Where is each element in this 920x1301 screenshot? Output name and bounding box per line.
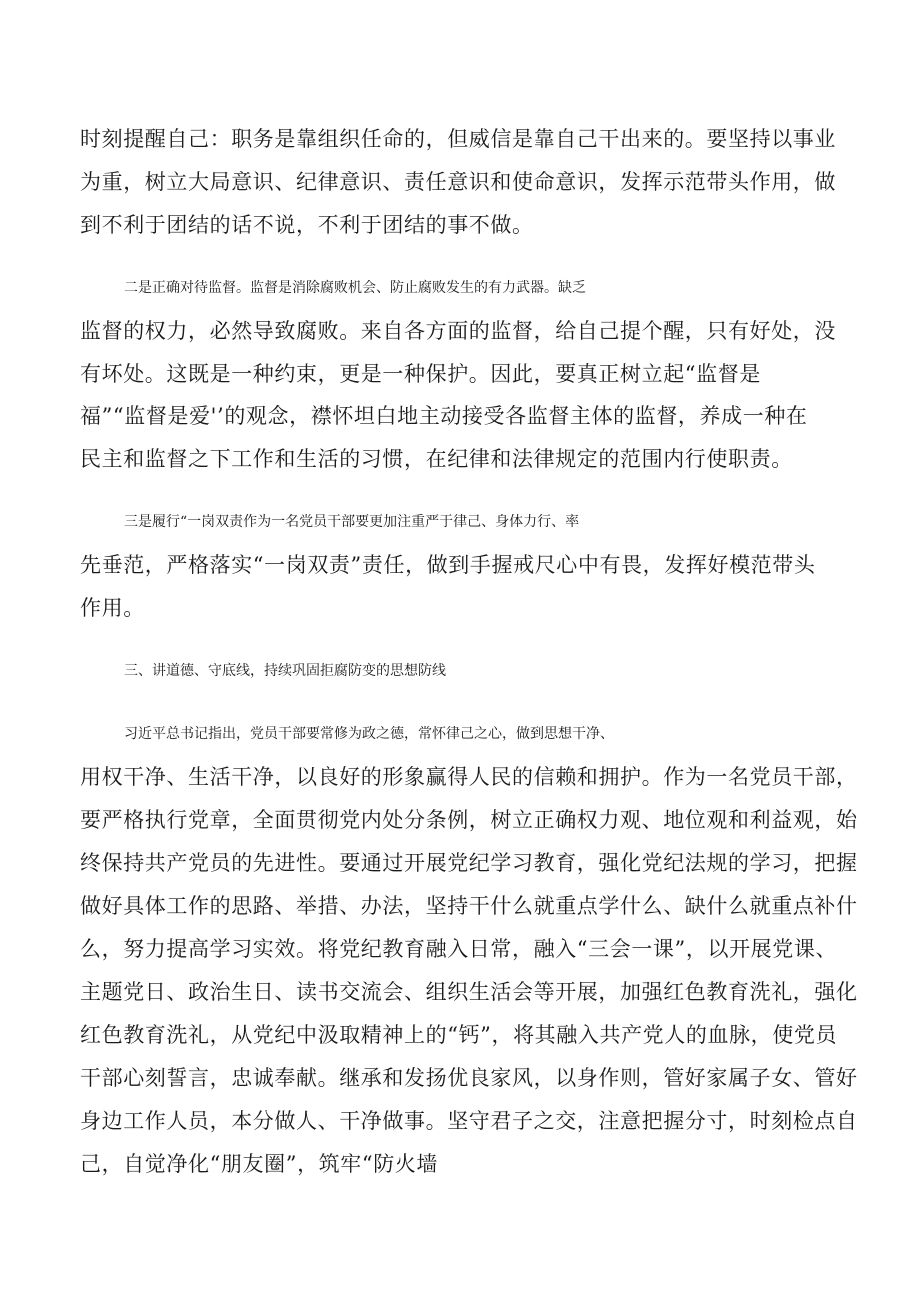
paragraph-1-line-2: 为重，树立大局意识、纪律意识、责任意识和使命意识，发挥示范带头作用，做 (80, 170, 836, 194)
section-heading: 三、讲道德、守底线，持续巩固拒腐防变的思想防线 (124, 663, 446, 679)
paragraph-1-line-1: 时刻提醒自己：职务是靠组织任命的，但威信是靠自己干出来的。要坚持以事业 (80, 127, 836, 151)
paragraph-4-line-8: 红色教育洗礼，从党纪中汲取精神上的“钙”，将其融入共产党人的血脉，使党员 (80, 1023, 838, 1047)
paragraph-4-line-2: 用权干净、生活干净，以良好的形象赢得人民的信赖和拥护。作为一名党员干部， (80, 765, 858, 789)
paragraph-4-line-11: 己，自觉净化“朋友圈”，筑牢“防火墙 (80, 1152, 439, 1176)
paragraph-2-line-5: 民主和监督之下工作和生活的习惯，在纪律和法律规定的范围内行使职责。 (80, 447, 793, 471)
paragraph-4-line-9: 干部心刻誓言，忠诚奉献。继承和发扬优良家风，以身作则，管好家属子女、管好 (80, 1066, 858, 1090)
paragraph-2-line-1: 二是正确对待监督。监督是消除腐败机会、防止腐败发生的有力武器。缺乏 (124, 280, 586, 296)
paragraph-4-line-4: 终保持共产党员的先进性。要通过开展党纪学习教育，强化党纪法规的学习，把握 (80, 851, 858, 875)
paragraph-4-line-1: 习近平总书记指出，党员干部要常修为政之德，常怀律己之心，做到思想干净、 (124, 726, 614, 742)
paragraph-3-line-2: 先垂范，严格落实“一岗双责”责任，做到手握戒尺心中有畏，发挥好模范带头 (80, 553, 816, 577)
paragraph-3-line-1: 三是履行“一岗双责作为一名党员干部要更加注重严于律己、身体力行、率 (124, 514, 580, 530)
paragraph-4-line-5: 做好具体工作的思路、举措、办法，坚持干什么就重点学什么、缺什么就重点补什 (80, 894, 858, 918)
paragraph-4-line-10: 身边工作人员，本分做人、干净做事。坚守君子之交，注意把握分寸，时刻检点自 (80, 1109, 858, 1133)
paragraph-4-line-7: 主题党日、政治生日、读书交流会、组织生活会等开展，加强红色教育洗礼，强化 (80, 980, 858, 1004)
paragraph-2-line-4: 福”“监督是爱'’的观念，襟怀坦白地主动接受各监督主体的监督，养成一种在 (80, 404, 808, 428)
paragraph-2-line-2: 监督的权力，必然导致腐败。来自各方面的监督，给自己提个醒，只有好处，没 (80, 319, 836, 343)
paragraph-1-line-3: 到不利于团结的话不说，不利于团结的事不做。 (80, 213, 534, 237)
paragraph-2-line-3: 有坏处。这既是一种约束，更是一种保护。因此，要真正树立起“监督是 (80, 362, 761, 386)
paragraph-4-line-3: 要严格执行党章，全面贯彻党内处分条例，树立正确权力观、地位观和利益观，始 (80, 808, 858, 832)
paragraph-4-line-6: 么，努力提高学习实效。将党纪教育融入日常，融入“三会一课”，以开展党课、 (80, 937, 838, 961)
paragraph-3-line-3: 作用。 (80, 596, 145, 620)
